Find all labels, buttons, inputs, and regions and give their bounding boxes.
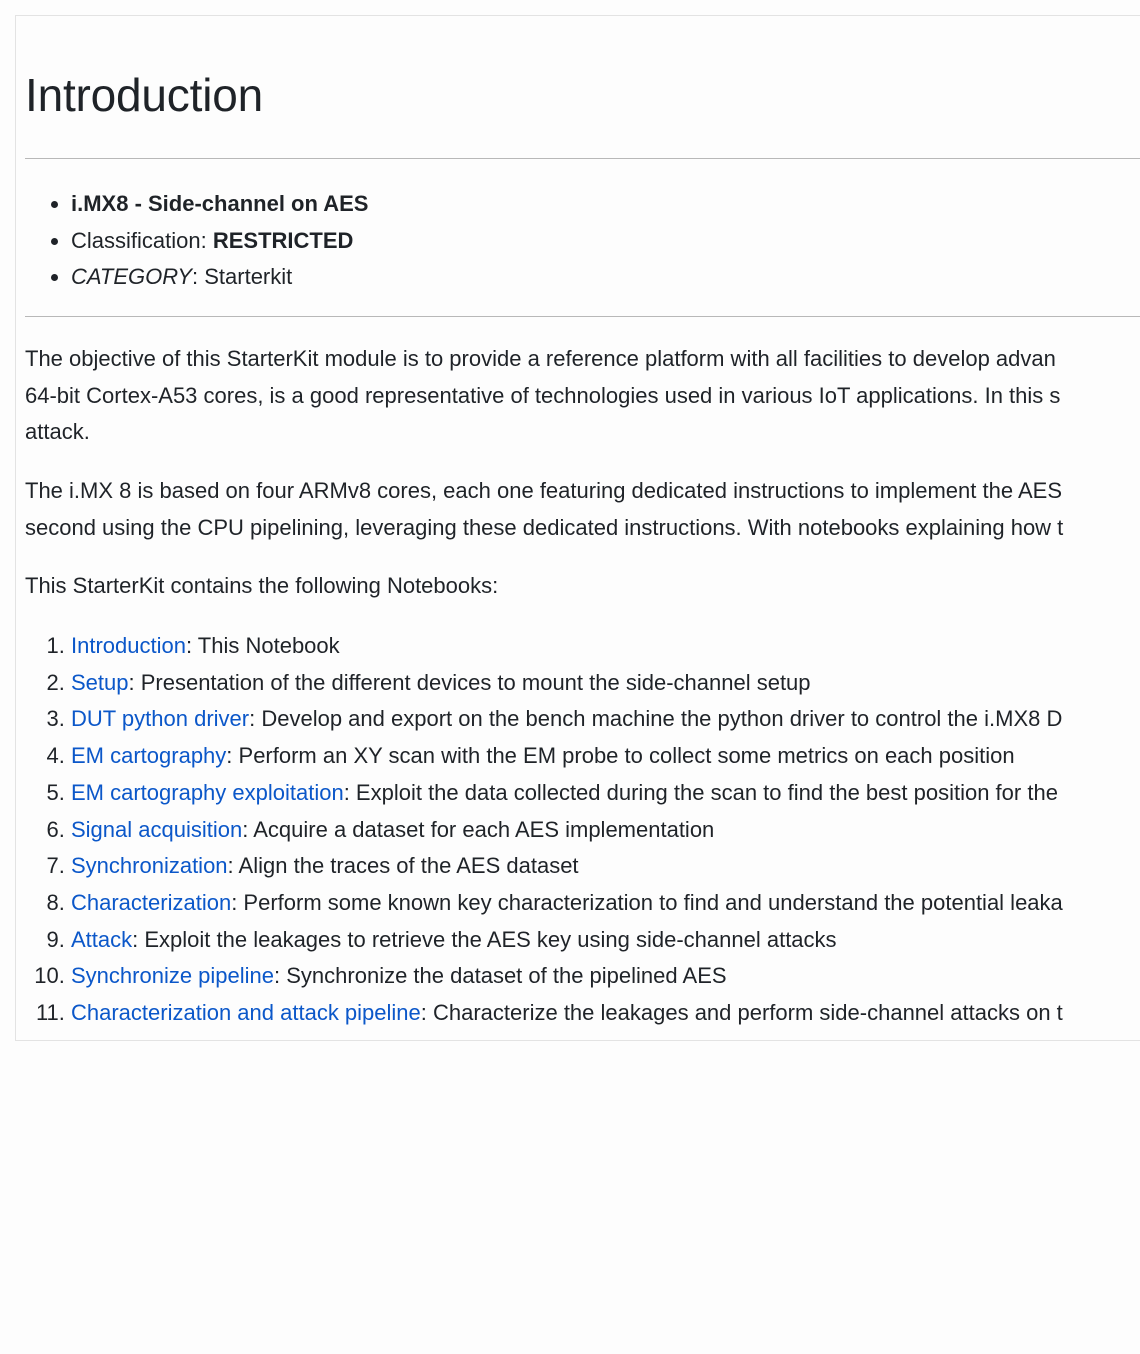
notebook-desc: : Perform some known key characterization to find and understand the potential leaka <box>231 889 1063 915</box>
notebook-item <box>71 738 1063 775</box>
paragraph-line: 64-bit Cortex-A53 cores, is a good representative of technologies used in various IoT applications. In this s <box>25 382 1061 408</box>
paragraph-line: attack. <box>25 419 90 444</box>
paragraph-line: The i.MX 8 is based on four ARMv8 cores, each one featuring dedicated instructions to implement the AES <box>25 478 1063 503</box>
notebooks-intro: This StarterKit contains the following Notebooks: <box>25 573 499 598</box>
notebook-link-em-cartography[interactable]: EM cartography <box>71 743 227 769</box>
notebook-item <box>71 701 1063 738</box>
notebook-item <box>71 995 1063 1032</box>
notebook-item <box>71 665 1063 702</box>
meta-item-title <box>71 186 368 223</box>
notebook-desc: : Exploit the data collected during the scan to find the best position for the <box>343 779 1058 805</box>
notebook-link-characterization-and-attack-pipeline[interactable]: Characterization and attack pipeline <box>71 1000 421 1026</box>
notebook-item <box>71 628 1063 665</box>
meta-title-text: i.MX8 - Side-channel on AES <box>71 191 369 216</box>
notebook-item <box>71 848 1063 885</box>
notebook-link-attack[interactable]: Attack <box>71 926 133 952</box>
notebook-desc: : Acquire a dataset for each AES implementation <box>242 816 715 842</box>
notebook-desc: : Presentation of the different devices to mount the side-channel setup <box>128 669 811 695</box>
notebook-item <box>71 812 1063 849</box>
notebook-desc: : Synchronize the dataset of the pipelined AES <box>274 963 727 989</box>
notebook-desc: : Perform an XY scan with the EM probe to collect some metrics on each position <box>226 743 1015 769</box>
notebook-link-synchronization[interactable]: Synchronization <box>71 853 228 879</box>
paragraph-line: second using the CPU pipelining, leveraging these dedicated instructions. With notebooks explaining how t <box>25 514 1064 540</box>
notebook-item <box>71 922 1063 959</box>
meta-list <box>25 186 368 296</box>
classification-label: Classification: <box>71 227 213 253</box>
notebook-item <box>71 958 1063 995</box>
page-title: Introduction <box>25 69 263 121</box>
notebook-item <box>71 885 1063 922</box>
notebook-desc: : Exploit the leakages to retrieve the AES key using side-channel attacks <box>132 926 837 952</box>
category-value: : Starterkit <box>192 264 293 289</box>
classification-value: RESTRICTED <box>212 227 354 253</box>
notebook-desc: : Develop and export on the bench machine the python driver to control the i.MX8 D <box>249 706 1063 732</box>
notebook-link-dut-python-driver[interactable]: DUT python driver <box>71 706 250 732</box>
meta-item-classification <box>71 223 368 260</box>
meta-item-category <box>71 259 368 296</box>
notebook-link-signal-acquisition[interactable]: Signal acquisition <box>71 816 243 842</box>
paragraph-line: The objective of this StarterKit module is to provide a reference platform with all facilities to develop advan <box>25 346 1056 371</box>
divider <box>25 158 1140 159</box>
notebook-link-synchronize-pipeline[interactable]: Synchronize pipeline <box>71 963 275 989</box>
divider <box>25 316 1140 317</box>
category-label: CATEGORY <box>71 264 193 289</box>
notebook-desc: : Characterize the leakages and perform side-channel attacks on t <box>420 1000 1063 1026</box>
notebook-link-setup[interactable]: Setup <box>71 669 129 695</box>
notebook-link-introduction[interactable]: Introduction <box>71 633 186 658</box>
imx8-paragraph <box>25 473 1063 546</box>
notebook-link-characterization[interactable]: Characterization <box>71 889 232 915</box>
notebook-desc: : Align the traces of the AES dataset <box>227 853 579 879</box>
notebook-desc: : This Notebook <box>185 633 340 658</box>
notebook-list <box>25 628 1063 1032</box>
objective-paragraph <box>25 341 1060 451</box>
notebook-item <box>71 775 1063 812</box>
markdown-cell <box>15 15 1140 1041</box>
notebook-link-em-cartography-exploitation[interactable]: EM cartography exploitation <box>71 779 344 805</box>
